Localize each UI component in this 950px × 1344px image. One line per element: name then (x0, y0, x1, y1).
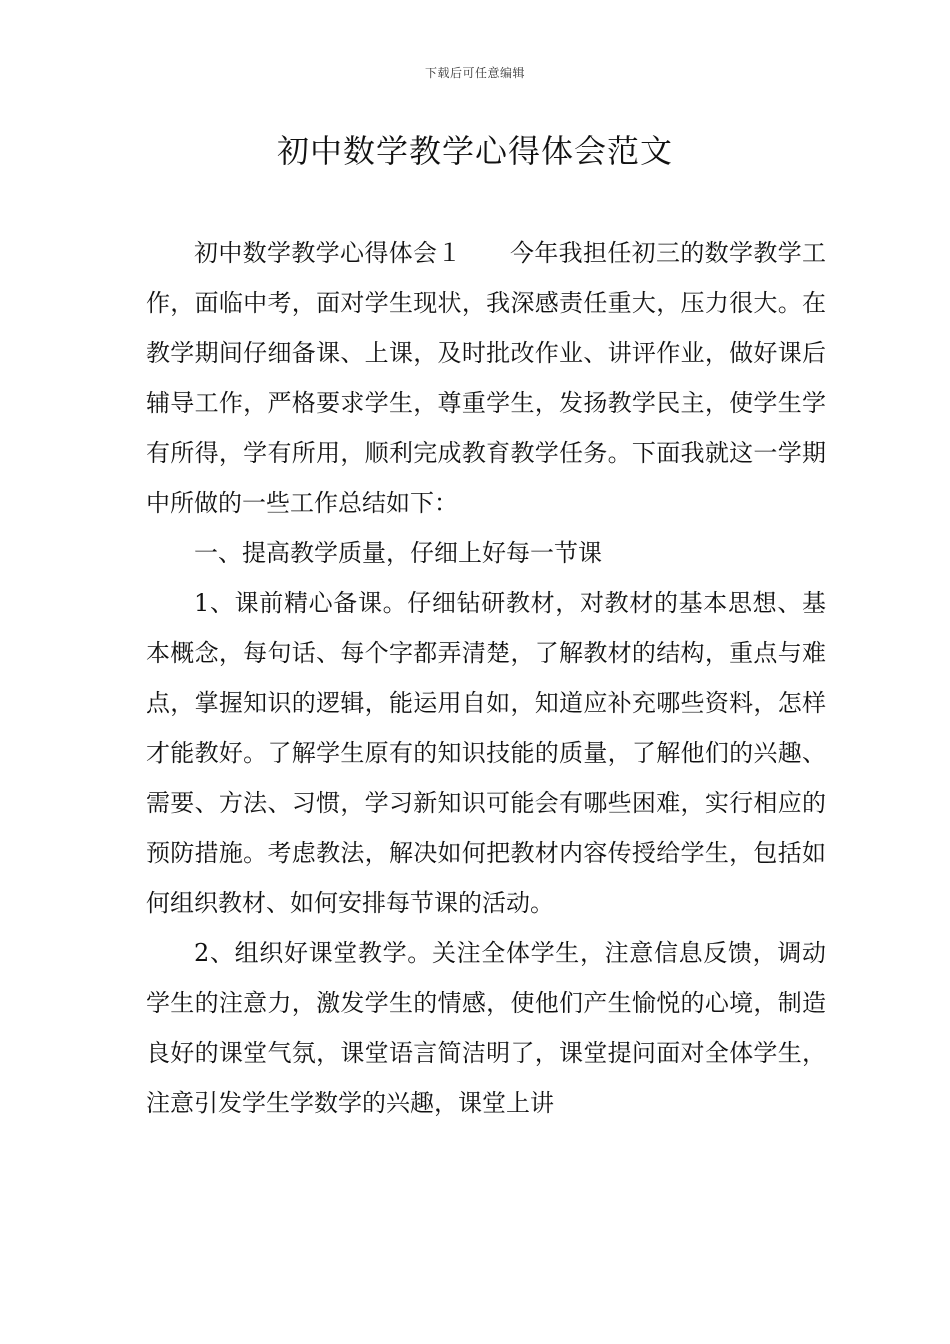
paragraph-1-text: 今年我担任初三的数学教学工作，面临中考，面对学生现状，我深感责任重大，压力很大。在教学期间仔细备课、上课，及时批改作业、讲评作业，做好课后辅导工作，严格要求学生，尊重学生，发扬教学民主，使学生学有所得，学有所用，顺利完成教育教学任务。下面我就这一学期中所做的一些工作总结如下： (146, 239, 827, 517)
paragraph-3: 2、组织好课堂教学。关注全体学生，注意信息反馈，调动学生的注意力，激发学生的情感，使他们产生愉悦的心境，制造良好的课堂气氛，课堂语言简洁明了，课堂提问面对全体学生，注意引发学生学数学的兴趣，课堂上讲 (146, 939, 826, 1117)
paragraph-1-lead: 初中数学教学心得体会１ (194, 239, 462, 267)
paragraph-2: 1、课前精心备课。仔细钻研教材，对教材的基本思想、基本概念，每句话、每个字都弄清楚，了解教材的结构，重点与难点，掌握知识的逻辑，能运用自如，知道应补充哪些资料，怎样才能教好。了解学生原有的知识技能的质量，了解他们的兴趣、需要、方法、习惯，学习新知识可能会有哪些困难，实行相应的预防措施。考虑教法，解决如何把教材内容传授给学生，包括如何组织教材、如何安排每节课的活动。 (146, 589, 826, 917)
section-heading-1: 一、提高教学质量，仔细上好每一节课 (194, 539, 602, 567)
paragraph-1 (146, 228, 826, 528)
header-note: 下载后可任意编辑 (424, 66, 525, 80)
page-title: 初中数学教学心得体会范文 (276, 132, 673, 170)
document-body (146, 228, 826, 1128)
